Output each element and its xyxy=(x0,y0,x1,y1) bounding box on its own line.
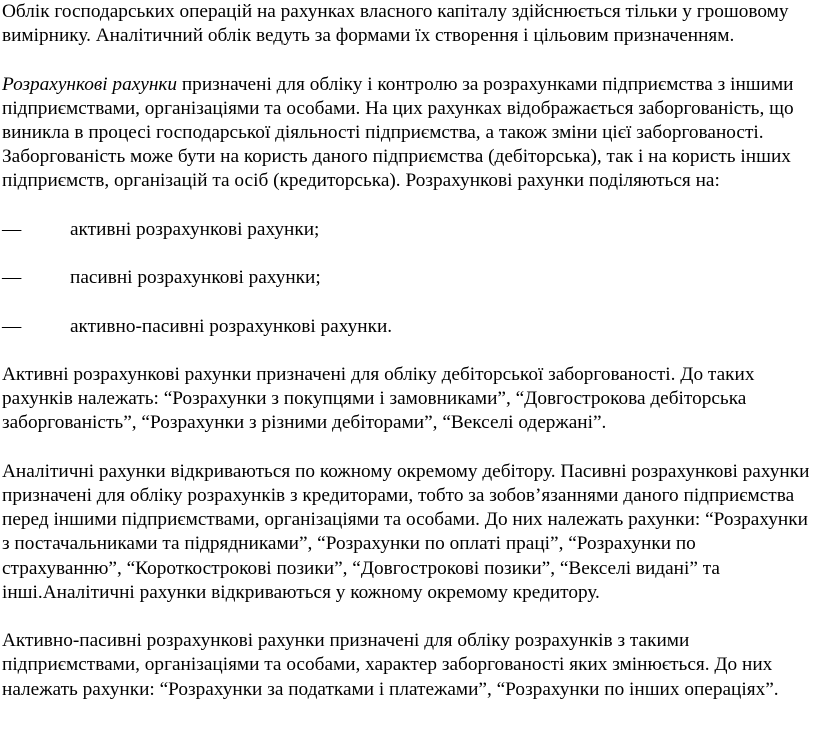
paragraph-spacer xyxy=(2,242,812,266)
paragraph-spacer xyxy=(2,48,812,72)
list-dash: — xyxy=(2,267,22,289)
paragraph-spacer xyxy=(2,605,812,629)
term-settlement-accounts: Розрахункові рахунки xyxy=(2,73,178,95)
paragraph-active-passive-accounts: Активно-пасивні розрахункові рахунки призначені для обліку розрахунків з такими підприємствами, організаціями та особами, характер заборгованості яких змінюється. До них належать рахунки: “Розрахунки за податками і платежами”, “Розрахунки по інших операціях”. xyxy=(2,630,779,700)
list-item-active-passive xyxy=(2,315,812,339)
paragraph-equity-accounting: Облік господарських операцій на рахунках власного капіталу здійснюється тільки у грошовому вимірнику. Аналітичний облік ведуть за формами їх створення і цільовим призначенням. xyxy=(2,1,789,47)
list-item-text: пасивні розрахункові рахунки; xyxy=(70,267,321,289)
paragraph-spacer xyxy=(2,194,812,218)
list-item-text: активно-пасивні розрахункові рахунки. xyxy=(70,315,393,337)
list-item-passive xyxy=(2,266,812,290)
paragraph-settlement-accounts xyxy=(2,73,812,194)
paragraph-active-accounts: Активні розрахункові рахунки призначені для обліку дебіторської заборгованості. До таких рахунків належать: “Розрахунки з покупцями і замовниками”, “Довгострокова дебіторська заборгованість”, “Розрахунки з різними дебіторами”, “Векселі одержані”. xyxy=(2,363,755,434)
list-item-text: активні розрахункові рахунки; xyxy=(70,218,320,240)
paragraph-spacer xyxy=(2,290,812,314)
list-dash: — xyxy=(2,218,22,240)
settlement-accounts-description: призначені для обліку і контролю за розрахунками підприємства з іншими підприємствами, організаціями та особами. На цих рахунках відображається заборгованість, що виникла в процесі господарської діяльності підприємства, а також зміни цієї заборгованості. Заборгованість може бути на користь даного підприємства (дебіторська), так і на користь інших підприємств, організацій та осіб (кредиторська). Розрахункові рахунки поділяються на: xyxy=(2,73,794,192)
list-dash: — xyxy=(2,315,22,337)
paragraph-spacer xyxy=(2,339,812,363)
paragraph-passive-accounts: Аналітичні рахунки відкриваються по кожному окремому дебітору. Пасивні розрахункові рахунки призначені для обліку розрахунків з кредиторами, тобто за зобов’язаннями даного підприємства перед іншими підприємствами, організаціями та особами. До них належать рахунки: “Розрахунки з постачальниками та підрядниками”, “Розрахунки по оплаті праці”, “Розрахунки по страхуванню”, “Короткострокові позики”, “Довгострокові позики”, “Векселі видані” та інші.Аналітичні рахунки відкриваються у кожному окремому кредитору. xyxy=(2,460,810,603)
list-item-active xyxy=(2,218,812,242)
paragraph-spacer xyxy=(2,436,812,460)
